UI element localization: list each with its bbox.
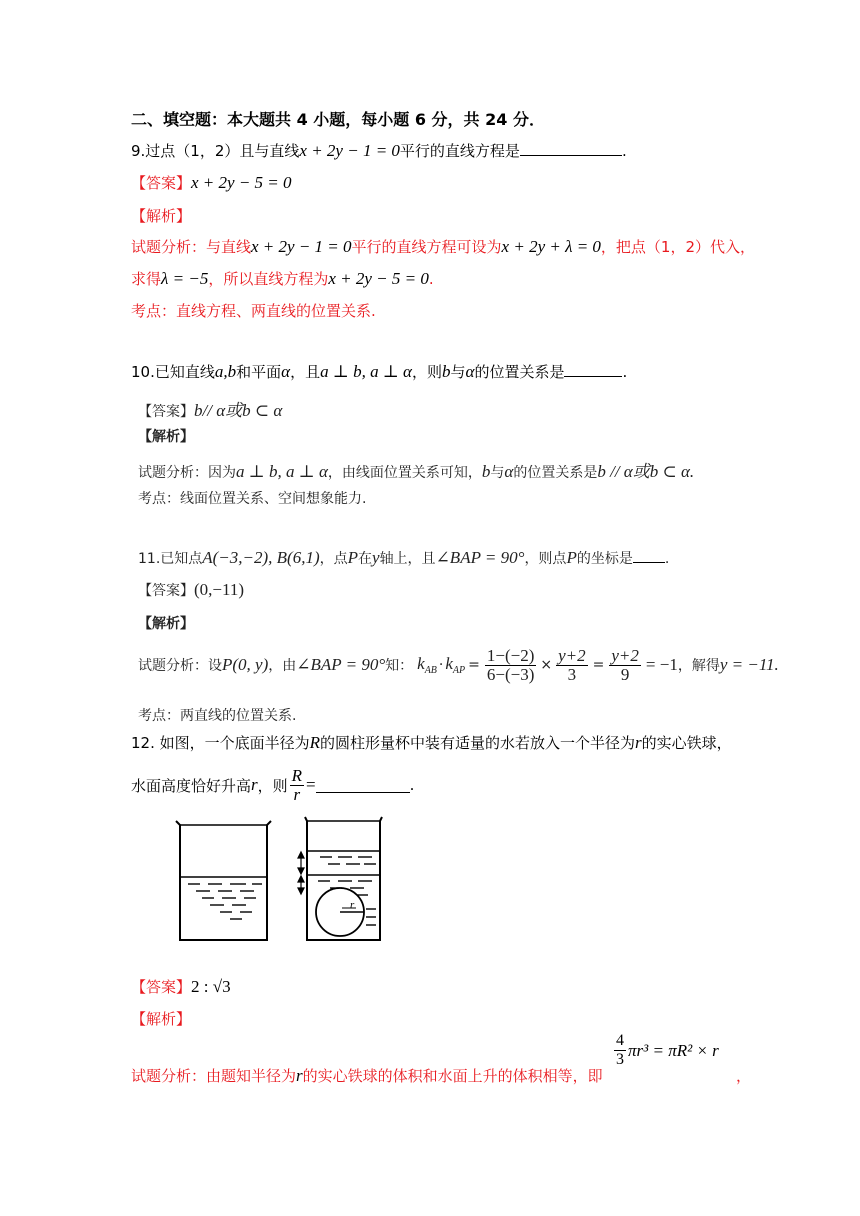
- q11-k-ap: [445, 654, 465, 676]
- q10-answer-value: b// α或b ⊂ α: [194, 401, 283, 420]
- q9-analysis-tag: 【解析】: [131, 207, 192, 225]
- q12-analysis-text: 试题分析：由题知半径为: [131, 1067, 297, 1085]
- q11-k-ab: [417, 654, 437, 676]
- volume-equation-text: πr³ = πR² × r: [628, 1040, 719, 1060]
- q12-math: R: [309, 733, 321, 752]
- equals-sign: =: [468, 657, 480, 673]
- q11-equation-end: = −1: [645, 655, 678, 674]
- q10-analysis-text: ，由线面位置关系可知，: [327, 465, 482, 481]
- q11-text: .: [664, 551, 670, 567]
- frac-denominator: 3: [567, 664, 577, 684]
- answer-tag: 【答案】: [138, 404, 194, 420]
- frac-denominator: 9: [620, 664, 630, 684]
- q12-answer: [131, 976, 231, 997]
- q9-analysis-line-2: [131, 268, 434, 289]
- q10-analysis-tag: 【解析】: [138, 429, 194, 445]
- q11-text: ，则点: [524, 551, 567, 567]
- frac-denominator: 6−(−3): [486, 664, 535, 684]
- volume-fraction: [614, 1032, 626, 1069]
- q11-math: P: [566, 548, 577, 567]
- frac-numerator: y+2: [558, 645, 586, 665]
- k-symbol: k: [445, 654, 453, 673]
- q10-text: 的位置关系是: [474, 363, 565, 381]
- q10-kaodian: 考点：线面位置关系、空间想象能力.: [138, 491, 367, 507]
- q9-answer: [131, 172, 292, 193]
- q10-analysis-math: α: [504, 462, 514, 481]
- frac-numerator: R: [291, 765, 303, 785]
- q9-prefix: 9.过点（1，2）且与直线: [131, 142, 300, 160]
- radius-label: r: [350, 899, 355, 911]
- cup-before-icon: [176, 821, 271, 940]
- q11-text: ，点: [319, 551, 348, 567]
- q11-answer-blank: [633, 548, 665, 563]
- q11-analysis-text: 知：: [385, 658, 414, 674]
- q10-analysis-math: b // α或b ⊂ α.: [597, 462, 695, 481]
- q12-answer-blank: [316, 778, 410, 793]
- q11-frac-3: [609, 647, 641, 684]
- q11-analysis-text: ，解得: [677, 658, 720, 674]
- question-9: [131, 140, 627, 161]
- cup-after-icon: [298, 817, 382, 940]
- q11-kaodian: 考点：两直线的位置关系.: [138, 708, 297, 724]
- q10-math: a,b: [214, 362, 237, 381]
- q11-analysis-text: ，由: [268, 658, 297, 674]
- question-12-line-2: [131, 763, 414, 807]
- answer-tag: 【答案】: [138, 583, 194, 599]
- q10-analysis-text: 与: [490, 465, 505, 481]
- q9-analysis-text: ，所以直线方程为: [208, 270, 329, 288]
- q11-answer: [138, 580, 244, 600]
- q9-line-equation: x + 2y − 1 = 0: [299, 141, 400, 160]
- answer-tag: 【答案】: [131, 978, 192, 996]
- q12-text: 的实心铁球，: [641, 734, 732, 752]
- q11-analysis-math: P(0, y): [222, 655, 269, 674]
- q10-text: 10.已知直线: [131, 363, 215, 381]
- q10-analysis: [138, 457, 694, 482]
- q11-text: 在: [358, 551, 373, 567]
- q11-analysis: [138, 643, 779, 687]
- q9-kaodian: 考点：直线方程、两直线的位置关系.: [131, 302, 376, 320]
- question-10: [131, 361, 627, 382]
- frac-numerator: y+2: [611, 645, 639, 665]
- measuring-cups-figure: [170, 813, 390, 943]
- q11-text: 11.已知点: [138, 551, 203, 567]
- q10-text: ，则: [411, 363, 442, 381]
- section-header: 二、填空题：本大题共 4 小题，每小题 6 分，共 24 分．: [131, 110, 545, 129]
- q11-frac-2: [556, 647, 588, 684]
- q10-math: a ⊥ b, a ⊥ α: [320, 362, 412, 381]
- q12-text: ，则: [257, 776, 288, 795]
- q11-analysis-math: ∠BAP = 90°: [296, 655, 386, 674]
- q11-math: ∠BAP = 90°: [435, 548, 525, 567]
- q12-answer-value: 2 : √3: [191, 977, 231, 996]
- q9-analysis-text: 平行的直线方程可设为: [351, 238, 502, 256]
- equals-sign: =: [592, 657, 605, 673]
- q12-equals: =: [306, 775, 316, 794]
- q12-analysis-end: ，: [736, 1067, 752, 1085]
- q10-math: α: [465, 362, 475, 381]
- q12-analysis-math: r: [296, 1066, 303, 1085]
- q11-math: y: [372, 548, 380, 567]
- q11-math: P: [347, 548, 359, 567]
- q10-answer-blank: [564, 362, 622, 377]
- times-sign: ×: [540, 657, 553, 673]
- q10-text: 和平面: [236, 363, 282, 381]
- q10-math: α: [281, 362, 291, 381]
- q11-analysis-text: 试题分析：设: [138, 658, 222, 674]
- q9-answer-blank: [520, 141, 622, 156]
- q11-analysis-math: y = −11.: [719, 655, 779, 674]
- frac-numerator: 1−(−2): [486, 645, 535, 665]
- frac-denominator: r: [293, 784, 301, 804]
- q11-analysis-tag: 【解析】: [138, 616, 194, 632]
- q10-math: b: [442, 362, 451, 381]
- q9-analysis-math: x + 2y − 1 = 0: [251, 237, 352, 256]
- q12-math: r: [251, 775, 258, 794]
- q12-text: 水面高度恰好升高: [131, 776, 252, 795]
- k-symbol: k: [417, 654, 425, 673]
- q9-answer-value: x + 2y − 5 = 0: [191, 173, 292, 192]
- frac-denominator: 3: [616, 1051, 624, 1068]
- q12-text: 12. 如图，一个底面半径为: [131, 734, 310, 752]
- q11-text: 的坐标是: [576, 551, 633, 567]
- q10-answer: [138, 396, 282, 421]
- q9-analysis-text: 求得: [131, 270, 162, 288]
- q12-text: .: [409, 776, 415, 794]
- q11-answer-value: (0,−11): [194, 580, 245, 599]
- question-12-line-1: [131, 732, 732, 753]
- q10-text: .: [622, 363, 628, 381]
- q12-ratio-fraction: [290, 767, 304, 804]
- q9-analysis-text: ，把点（1，2）代入，: [600, 238, 756, 256]
- q9-suffix: 平行的直线方程是: [399, 142, 520, 160]
- frac-numerator: 4: [616, 1032, 624, 1049]
- k-subscript: AB: [424, 665, 437, 676]
- q9-analysis-math: x + 2y − 5 = 0: [328, 269, 429, 288]
- q10-analysis-text: 试题分析：因为: [138, 465, 236, 481]
- q9-analysis-math: x + 2y + λ = 0: [501, 237, 601, 256]
- q9-analysis-text: 试题分析：与直线: [131, 238, 252, 256]
- q9-analysis-math: λ = −5: [161, 269, 209, 288]
- q11-text: 轴上，且: [379, 551, 436, 567]
- q10-analysis-text: 的位置关系是: [513, 465, 598, 481]
- q12-math: r: [635, 733, 642, 752]
- q12-analysis: [131, 1065, 603, 1086]
- q12-text: 的圆柱形量杯中装有适量的水若放入一个半径为: [320, 734, 636, 752]
- q9-analysis-text: .: [428, 270, 434, 288]
- q10-analysis-math: a ⊥ b, a ⊥ α: [236, 462, 328, 481]
- q11-frac-1: [485, 647, 537, 684]
- q10-text: 与: [450, 363, 466, 381]
- k-subscript: AP: [452, 665, 466, 676]
- q12-analysis-tag: 【解析】: [131, 1010, 192, 1028]
- q10-text: ，且: [290, 363, 321, 381]
- answer-tag: 【答案】: [131, 174, 192, 192]
- q10-analysis-math: b: [481, 462, 491, 481]
- question-11: [138, 548, 669, 568]
- dot-operator: ·: [438, 657, 444, 673]
- q9-analysis-line-1: [131, 236, 755, 257]
- q12-analysis-text: 的实心铁球的体积和水面上升的体积相等，即: [302, 1067, 603, 1085]
- q9-end: .: [621, 142, 627, 160]
- q12-volume-equation: [612, 1032, 719, 1069]
- q11-math: A(−3,−2), B(6,1): [202, 548, 320, 567]
